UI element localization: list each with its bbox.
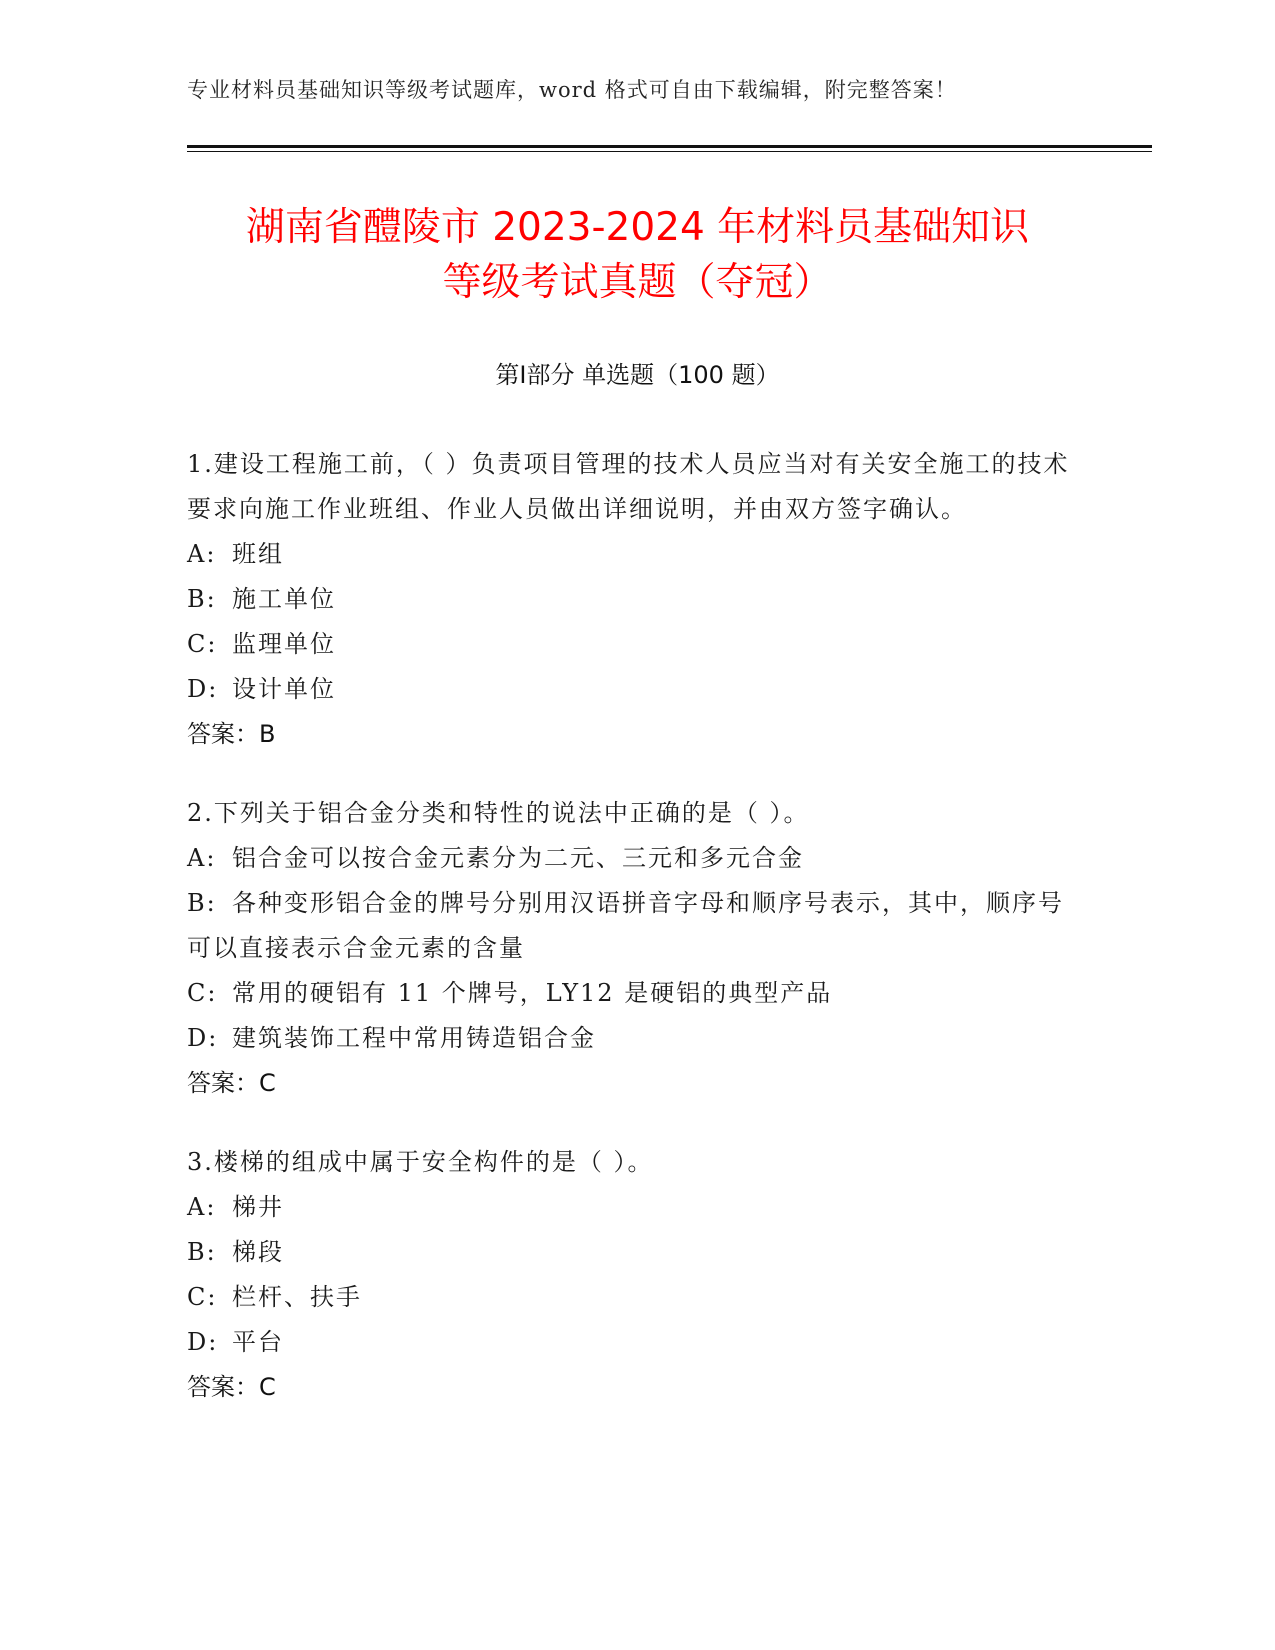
title-line-1: 湖南省醴陵市 2023-2024 年材料员基础知识	[245, 205, 1030, 250]
option-text: 栏杆、扶手	[232, 1283, 362, 1311]
option-b	[187, 881, 1087, 971]
section-heading: 第Ⅰ部分 单选题（100 题）	[495, 361, 780, 389]
option-label: A:	[187, 844, 217, 872]
option-label: C:	[187, 979, 218, 1007]
document-title	[150, 200, 1125, 310]
option-label: B:	[187, 1238, 217, 1266]
option-a	[187, 1185, 1087, 1230]
option-c	[187, 622, 1087, 667]
header-note: 专业材料员基础知识等级考试题库，word 格式可自由下载编辑，附完整答案！	[187, 78, 957, 102]
option-text: 常用的硬铝有 11 个牌号，LY12 是硬铝的典型产品	[232, 979, 833, 1007]
question-list	[187, 442, 1087, 1444]
option-d	[187, 1320, 1087, 1365]
option-a	[187, 532, 1087, 577]
option-label: D:	[187, 1328, 219, 1356]
option-label: D:	[187, 1024, 219, 1052]
option-text: 铝合金可以按合金元素分为二元、三元和多元合金	[232, 844, 804, 872]
option-label: A:	[187, 1193, 217, 1221]
option-text: 施工单位	[232, 585, 336, 613]
option-b	[187, 577, 1087, 622]
option-text: 平台	[232, 1328, 284, 1356]
option-text: 梯段	[232, 1238, 284, 1266]
question-stem: 1.建设工程施工前，（ ）负责项目管理的技术人员应当对有关安全施工的技术要求向施工作业班组、作业人员做出详细说明，并由双方签字确认。	[187, 450, 1070, 523]
option-text: 梯井	[232, 1193, 284, 1221]
option-c	[187, 971, 1087, 1016]
option-d	[187, 667, 1087, 712]
question-stem: 2.下列关于铝合金分类和特性的说法中正确的是（ ）。	[187, 799, 810, 827]
header-rule-thin	[187, 151, 1152, 152]
option-label: D:	[187, 675, 219, 703]
option-text: 建筑装饰工程中常用铸造铝合金	[232, 1024, 596, 1052]
option-text: 监理单位	[232, 630, 336, 658]
title-line-2: 等级考试真题（夺冠）	[442, 260, 833, 305]
answer: 答案：C	[187, 1373, 276, 1401]
option-label: C:	[187, 630, 218, 658]
option-label: B:	[187, 585, 217, 613]
option-label: A:	[187, 540, 217, 568]
option-c	[187, 1275, 1087, 1320]
question-3	[187, 1140, 1087, 1410]
question-stem: 3.楼梯的组成中属于安全构件的是（ ）。	[187, 1148, 654, 1176]
question-2	[187, 791, 1087, 1106]
header-rule-thick	[187, 145, 1152, 148]
option-text: 各种变形铝合金的牌号分别用汉语拼音字母和顺序号表示，其中，顺序号可以直接表示合金元素的含量	[187, 889, 1064, 962]
option-text: 设计单位	[232, 675, 336, 703]
answer: 答案：B	[187, 720, 276, 748]
option-d	[187, 1016, 1087, 1061]
option-a	[187, 836, 1087, 881]
option-b	[187, 1230, 1087, 1275]
option-label: C:	[187, 1283, 218, 1311]
option-label: B:	[187, 889, 217, 917]
question-1	[187, 442, 1087, 757]
option-text: 班组	[232, 540, 284, 568]
answer: 答案：C	[187, 1069, 276, 1097]
